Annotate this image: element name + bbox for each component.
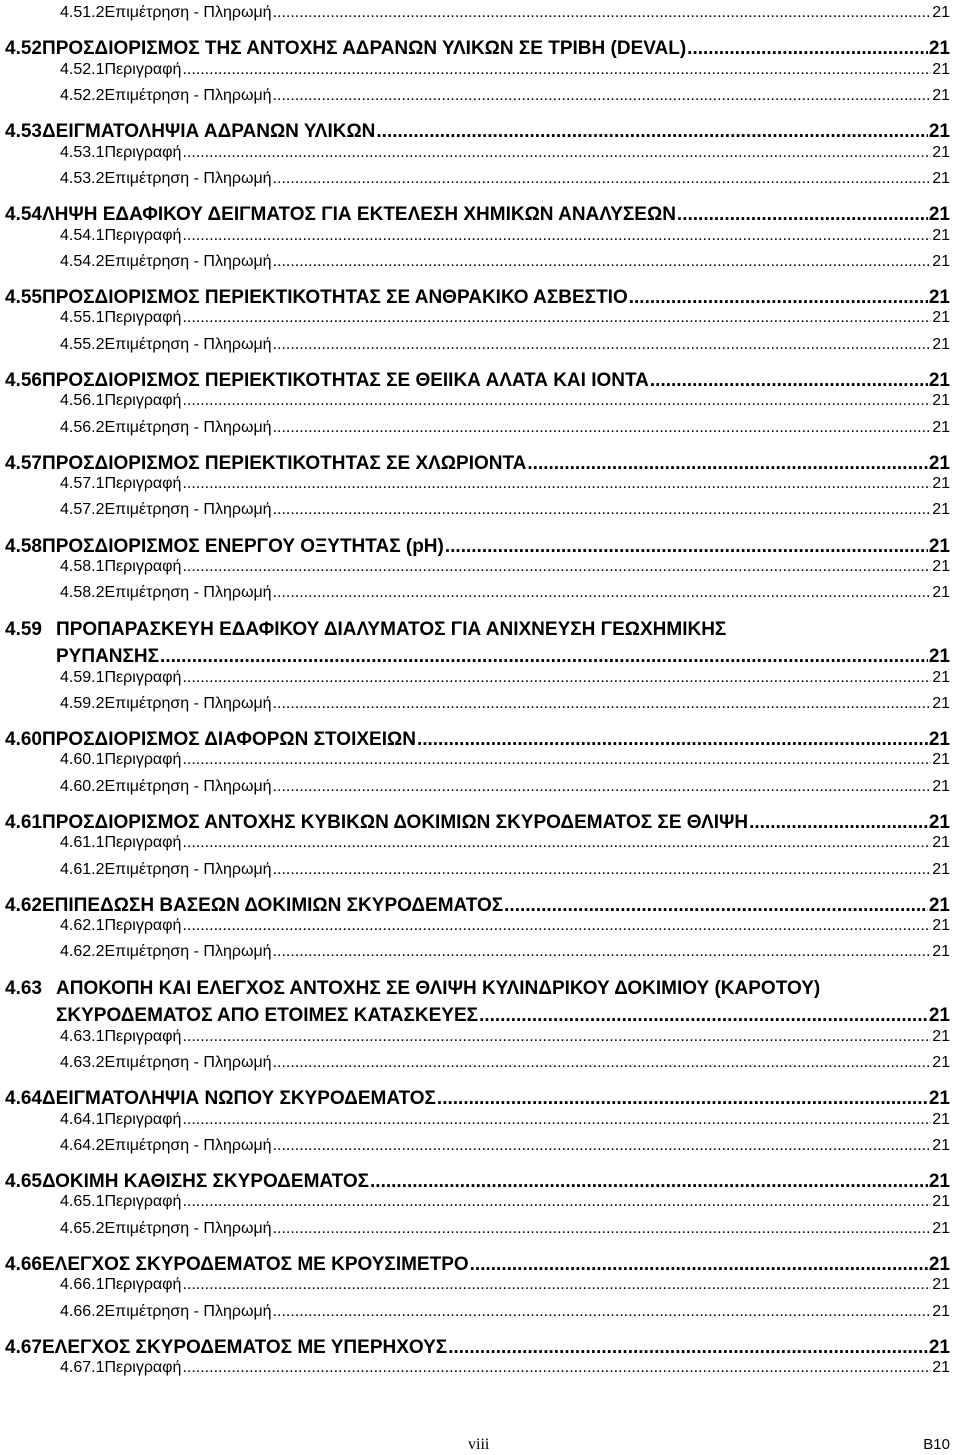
toc-heading-line: [5, 1171, 950, 1193]
toc-title: ΕΛΕΓΧΟΣ ΣΚΥΡΟΔΕΜΑΤΟΣ ΜΕ ΥΠΕΡΗΧΟΥΣ: [41, 1336, 448, 1358]
toc-number: 4.53: [5, 121, 42, 143]
toc-title: Περιγραφή: [104, 60, 182, 78]
toc-heading-line: [5, 1254, 950, 1276]
toc-number: 4.54.1: [60, 226, 105, 244]
toc-dot-leader: [182, 1359, 931, 1377]
toc-number: 4.57: [5, 452, 42, 474]
toc-number: 4.62.1: [60, 917, 105, 935]
toc-dot-leader: [437, 1088, 928, 1110]
toc-dot-leader: [273, 1054, 932, 1072]
toc-page-number: 21: [928, 1088, 950, 1109]
toc-dot-leader: [182, 392, 931, 410]
toc-subheading-line: [60, 1303, 950, 1321]
toc-page-number: 21: [932, 169, 950, 187]
toc-dot-leader: [273, 87, 932, 105]
toc-subheading-line: [60, 917, 950, 935]
toc-page-number: 21: [932, 1027, 950, 1045]
toc-number: 4.63: [5, 977, 42, 999]
toc-subheading-line: [60, 751, 950, 769]
toc-number: 4.65.1: [60, 1193, 105, 1211]
toc-page-number: 21: [932, 1053, 950, 1071]
toc-number: 4.61.1: [60, 834, 105, 852]
toc-number: 4.59.2: [60, 694, 105, 712]
toc-title: Περιγραφή: [104, 1359, 182, 1377]
toc-heading-line: [5, 619, 950, 641]
toc-subheading-line: [60, 501, 950, 519]
toc-number: 4.67: [5, 1336, 42, 1358]
toc-page-number: 21: [932, 917, 950, 935]
toc-page-number: 21: [932, 4, 950, 21]
toc-number: 4.64: [5, 1088, 42, 1109]
toc-dot-leader: [160, 646, 928, 668]
toc-subheading-line: [60, 1359, 950, 1377]
toc-title: Περιγραφή: [104, 226, 182, 244]
toc-page-number: 21: [932, 1219, 950, 1237]
toc-dot-leader: [182, 558, 931, 576]
toc-dot-leader: [504, 895, 928, 917]
toc-number: 4.59.1: [60, 668, 105, 686]
toc-page-number: 21: [932, 1359, 950, 1377]
toc-page-number: 21: [932, 252, 950, 270]
toc-page-number: 21: [928, 646, 950, 667]
toc-subheading-line: [60, 170, 950, 188]
toc-page-number: 21: [932, 309, 950, 327]
toc-subheading-line: [60, 1137, 950, 1155]
toc-dot-leader: [182, 751, 931, 769]
toc-dot-leader: [273, 1220, 932, 1238]
toc-dot-leader: [445, 536, 928, 558]
toc-number: 4.66.2: [60, 1302, 105, 1320]
toc-page-number: 21: [928, 535, 950, 557]
toc-heading-line: [5, 536, 950, 558]
toc-title: Περιγραφή: [104, 392, 182, 410]
toc-number: 4.58.1: [60, 558, 105, 576]
toc-number: 4.56.1: [60, 392, 105, 410]
toc-subheading-line: [60, 861, 950, 879]
toc-page-number: 21: [932, 751, 950, 769]
toc-dot-leader: [273, 253, 932, 271]
toc-subheading-line: [60, 475, 950, 493]
toc-subheading-line: [60, 1111, 950, 1129]
toc-subheading-line: [60, 1028, 950, 1046]
toc-title: ΠΡΟΣΔΙΟΡΙΣΜΟΣ ΕΝΕΡΓΟΥ ΟΞΥΤΗΤΑΣ (pH): [41, 535, 444, 557]
toc-number: 4.55.1: [60, 309, 105, 327]
toc-page-number: 21: [928, 1253, 950, 1275]
toc-heading-line: [5, 121, 950, 143]
toc-number: 4.61.2: [60, 860, 105, 878]
toc-dot-leader: [182, 144, 931, 162]
toc-title: Επιμέτρηση - Πληρωμή: [104, 169, 272, 187]
toc-page-number: 21: [932, 860, 950, 878]
toc-number: 4.63.2: [60, 1053, 105, 1071]
toc-heading-line: [5, 204, 950, 226]
toc-page-number: 21: [932, 694, 950, 712]
toc-title: Επιμέτρηση - Πληρωμή: [104, 1302, 272, 1320]
toc-heading-line: [5, 38, 950, 60]
toc-number: 4.63.1: [60, 1027, 105, 1045]
toc-title: ΕΛΕΓΧΟΣ ΣΚΥΡΟΔΕΜΑΤΟΣ ΜΕ ΚΡΟΥΣΙΜΕΤΡΟ: [41, 1253, 469, 1275]
toc-page-number: 21: [928, 811, 950, 833]
toc-dot-leader: [273, 336, 932, 354]
toc-number: 4.53.1: [60, 143, 105, 161]
toc-dot-leader: [629, 287, 928, 309]
toc-number: 4.57.2: [60, 501, 105, 519]
toc-title: ΠΡΟΣΔΙΟΡΙΣΜΟΣ ΑΝΤΟΧΗΣ ΚΥΒΙΚΩΝ ΔΟΚΙΜΙΩΝ ΣΚΥΡΟΔΕΜΑΤΟΣ ΣΕ ΘΛΙΨΗ: [41, 811, 749, 833]
toc-heading-line: [5, 895, 950, 917]
toc-page-number: 21: [928, 38, 950, 60]
toc-title: Επιμέτρηση - Πληρωμή: [104, 1219, 272, 1237]
toc-subheading-line: [60, 1193, 950, 1211]
toc-heading-line: [56, 646, 950, 668]
document-code: B10: [923, 1436, 950, 1453]
toc-heading-line: [5, 978, 950, 1000]
toc-title: Περιγραφή: [104, 143, 182, 161]
toc-number: 4.67.1: [60, 1359, 105, 1377]
toc-number: 4.51.2: [60, 4, 105, 21]
toc-subheading-line: [60, 558, 950, 576]
toc-number: 4.62.2: [60, 943, 105, 961]
toc-page-number: 21: [932, 226, 950, 244]
toc-subheading-line: [60, 1276, 950, 1294]
toc-number: 4.54.2: [60, 252, 105, 270]
toc-number: 4.56.2: [60, 418, 105, 436]
toc-number: 4.58: [5, 535, 42, 557]
toc-title: Επιμέτρηση - Πληρωμή: [104, 335, 272, 353]
toc-page-number: 21: [932, 501, 950, 519]
toc-dot-leader: [182, 917, 931, 935]
toc-page-number: 21: [932, 86, 950, 104]
toc-number: 4.55: [5, 286, 42, 308]
toc-subheading-line: [60, 943, 950, 961]
toc-number: 4.53.2: [60, 169, 105, 187]
toc-dot-leader: [448, 1337, 928, 1359]
toc-heading-line: [5, 1088, 950, 1110]
toc-title: ΠΡΟΠΑΡΑΣΚΕΥΗ ΕΔΑΦΙΚΟΥ ΔΙΑΛΥΜΑΤΟΣ ΓΙΑ ΑΝΙΧΝΕΥΣΗ ΓΕΩΧΗΜΙΚΗΣ: [56, 618, 727, 640]
toc-dot-leader: [273, 170, 932, 188]
toc-title: ΔΕΙΓΜΑΤΟΛΗΨΙΑ ΝΩΠΟΥ ΣΚΥΡΟΔΕΜΑΤΟΣ: [41, 1088, 436, 1109]
toc-subheading-line: [60, 61, 950, 79]
toc-title: Περιγραφή: [104, 1110, 182, 1128]
page-number: viii: [468, 1436, 490, 1453]
toc-dot-leader: [273, 695, 932, 713]
toc-page-number: 21: [932, 475, 950, 493]
toc-title: ΠΡΟΣΔΙΟΡΙΣΜΟΣ ΤΗΣ ΑΝΤΟΧΗΣ ΑΔΡΑΝΩΝ ΥΛΙΚΩΝ ΣΕ ΤΡΙΒΗ (DEVAL): [41, 38, 687, 60]
toc-subheading-line: [60, 419, 950, 437]
toc-page-number: 21: [932, 335, 950, 353]
toc-page-number: 21: [928, 286, 950, 308]
toc-dot-leader: [650, 370, 928, 392]
toc-number: 4.60: [5, 728, 42, 750]
toc-title: ΡΥΠΑΝΣΗΣ: [56, 646, 160, 667]
toc-title: ΠΡΟΣΔΙΟΡΙΣΜΟΣ ΔΙΑΦΟΡΩΝ ΣΤΟΙΧΕΙΩΝ: [41, 728, 416, 750]
toc-dot-leader: [749, 812, 928, 834]
toc-title: Περιγραφή: [104, 917, 182, 935]
toc-title: Επιμέτρηση - Πληρωμή: [104, 1136, 272, 1154]
toc-number: 4.60.1: [60, 751, 105, 769]
toc-page-number: 21: [932, 943, 950, 961]
toc-title: Επιμέτρηση - Πληρωμή: [104, 860, 272, 878]
toc-number: 4.56: [5, 369, 42, 391]
toc-number: 4.59: [5, 618, 42, 640]
toc-title: Περιγραφή: [104, 668, 182, 686]
toc-dot-leader: [370, 1171, 928, 1193]
toc-dot-leader: [182, 1028, 931, 1046]
toc-subheading-line: [60, 1054, 950, 1072]
toc-title: Επιμέτρηση - Πληρωμή: [104, 418, 272, 436]
toc-page-number: 21: [932, 1110, 950, 1128]
toc-page-number: 21: [928, 369, 950, 391]
toc-subheading-line: [60, 309, 950, 327]
toc-number: 4.64.1: [60, 1110, 105, 1128]
toc-page-number: 21: [928, 204, 950, 225]
toc-page-number: 21: [932, 558, 950, 576]
toc-title: Επιμέτρηση - Πληρωμή: [104, 943, 272, 961]
toc-number: 4.52.1: [60, 60, 105, 78]
toc-title: ΔΟΚΙΜΗ ΚΑΘΙΣΗΣ ΣΚΥΡΟΔΕΜΑΤΟΣ: [41, 1170, 370, 1192]
toc-page-number: 21: [932, 60, 950, 78]
toc-title: Επιμέτρηση - Πληρωμή: [104, 252, 272, 270]
toc-dot-leader: [273, 501, 932, 519]
toc-title: Περιγραφή: [104, 1276, 182, 1294]
toc-number: 4.65: [5, 1170, 42, 1192]
toc-title: Περιγραφή: [104, 558, 182, 576]
toc-number: 4.62: [5, 894, 42, 916]
toc-number: 4.55.2: [60, 335, 105, 353]
toc-number: 4.65.2: [60, 1219, 105, 1237]
toc-dot-leader: [376, 121, 927, 143]
toc-subheading-line: [60, 1220, 950, 1238]
toc-page-number: 21: [932, 1302, 950, 1320]
toc-dot-leader: [479, 1005, 928, 1027]
toc-dot-leader: [182, 227, 931, 245]
toc-number: 4.64.2: [60, 1136, 105, 1154]
toc-dot-leader: [470, 1254, 928, 1276]
toc-number: 4.57.1: [60, 475, 105, 493]
toc-title: Επιμέτρηση - Πληρωμή: [104, 777, 272, 795]
toc-dot-leader: [687, 38, 928, 60]
toc-title: ΠΡΟΣΔΙΟΡΙΣΜΟΣ ΠΕΡΙΕΚΤΙΚΟΤΗΤΑΣ ΣΕ ΘΕΙΙΚΑ ΑΛΑΤΑ ΚΑΙ ΙΟΝΤΑ: [41, 369, 649, 391]
toc-title: ΣΚΥΡΟΔΕΜΑΤΟΣ ΑΠΟ ΕΤΟΙΜΕΣ ΚΑΤΑΣΚΕΥΕΣ: [56, 1005, 479, 1027]
toc-dot-leader: [182, 669, 931, 687]
toc-subheading-line: [60, 227, 950, 245]
toc-subheading-line: [60, 584, 950, 602]
toc-title: ΛΗΨΗ ΕΔΑΦΙΚΟΥ ΔΕΙΓΜΑΤΟΣ ΓΙΑ ΕΚΤΕΛΕΣΗ ΧΗΜΙΚΩΝ ΑΝΑΛΥΣΕΩΝ: [41, 204, 676, 225]
toc-page-number: 21: [932, 143, 950, 161]
toc-title: Επιμέτρηση - Πληρωμή: [104, 694, 272, 712]
toc-subheading-line: [60, 778, 950, 796]
toc-page-number: 21: [928, 728, 950, 750]
toc-title: Περιγραφή: [104, 309, 182, 327]
toc-heading-line: [5, 729, 950, 751]
toc-number: 4.52.2: [60, 86, 105, 104]
toc-dot-leader: [182, 1193, 931, 1211]
toc-heading-line: [5, 287, 950, 309]
toc-page-number: 21: [932, 584, 950, 602]
toc-heading-line: [5, 1337, 950, 1359]
toc-subheading-line: [60, 253, 950, 271]
toc-dot-leader: [182, 61, 931, 79]
toc-number: 4.66: [5, 1253, 42, 1275]
toc-dot-leader: [182, 1276, 931, 1294]
toc-heading-line: [56, 1005, 950, 1027]
toc-title: Επιμέτρηση - Πληρωμή: [104, 584, 272, 602]
toc-title: Επιμέτρηση - Πληρωμή: [104, 4, 272, 21]
toc-page-number: 21: [932, 668, 950, 686]
toc-dot-leader: [182, 475, 931, 493]
toc-number: 4.61: [5, 811, 42, 833]
toc-subheading-line: [60, 392, 950, 410]
toc-page-number: 21: [928, 1005, 950, 1027]
toc-page-number: 21: [932, 834, 950, 852]
toc-dot-leader: [182, 1111, 931, 1129]
toc-heading-line: [5, 370, 950, 392]
toc-heading-line: [5, 453, 950, 475]
toc-number: 4.60.2: [60, 777, 105, 795]
toc-page-number: 21: [928, 121, 950, 143]
toc-title: Επιμέτρηση - Πληρωμή: [104, 1053, 272, 1071]
toc-dot-leader: [273, 419, 932, 437]
toc-title: Περιγραφή: [104, 1193, 182, 1211]
toc-subheading-line: [60, 834, 950, 852]
toc-title: ΔΕΙΓΜΑΤΟΛΗΨΙΑ ΑΔΡΑΝΩΝ ΥΛΙΚΩΝ: [41, 121, 376, 143]
toc-subheading-line: [60, 87, 950, 105]
toc-page-number: 21: [928, 1170, 950, 1192]
toc-subheading-line: [60, 336, 950, 354]
toc-dot-leader: [527, 453, 927, 475]
toc-number: 4.52: [5, 38, 42, 60]
toc-number: 4.54: [5, 204, 42, 225]
toc-subheading-line: [60, 144, 950, 162]
toc-dot-leader: [273, 861, 932, 879]
toc-title: ΠΡΟΣΔΙΟΡΙΣΜΟΣ ΠΕΡΙΕΚΤΙΚΟΤΗΤΑΣ ΣΕ ΑΝΘΡΑΚΙΚΟ ΑΣΒΕΣΤΙΟ: [41, 286, 628, 308]
toc-title: Επιμέτρηση - Πληρωμή: [104, 501, 272, 519]
toc-page-number: 21: [932, 1193, 950, 1211]
toc-subheading-line: [60, 669, 950, 687]
toc-title: ΑΠΟΚΟΠΗ ΚΑΙ ΕΛΕΓΧΟΣ ΑΝΤΟΧΗΣ ΣΕ ΘΛΙΨΗ ΚΥΛΙΝΔΡΙΚΟΥ ΔΟΚΙΜΙΟΥ (ΚΑΡΟΤΟΥ): [56, 977, 821, 999]
toc-title: ΠΡΟΣΔΙΟΡΙΣΜΟΣ ΠΕΡΙΕΚΤΙΚΟΤΗΤΑΣ ΣΕ ΧΛΩΡΙΟΝΤΑ: [41, 452, 527, 474]
toc-dot-leader: [273, 943, 932, 961]
toc-page-number: 21: [928, 1336, 950, 1358]
toc-page-number: 21: [932, 392, 950, 410]
toc-page-number: 21: [928, 452, 950, 474]
toc-page-number: 21: [932, 1136, 950, 1154]
toc-page-number: 21: [932, 1276, 950, 1294]
toc-page-number: 21: [932, 777, 950, 795]
toc-dot-leader: [417, 729, 928, 751]
toc-dot-leader: [273, 1137, 932, 1155]
toc-dot-leader: [273, 1303, 932, 1321]
toc-page-number: 21: [928, 894, 950, 916]
toc-dot-leader: [677, 204, 928, 226]
toc-subheading-line: [60, 4, 950, 22]
toc-page-number: 21: [932, 418, 950, 436]
toc-number: 4.66.1: [60, 1276, 105, 1294]
toc-title: Περιγραφή: [104, 834, 182, 852]
toc-dot-leader: [273, 4, 932, 22]
toc-title: ΕΠΙΠΕΔΩΣΗ ΒΑΣΕΩΝ ΔΟΚΙΜΙΩΝ ΣΚΥΡΟΔΕΜΑΤΟΣ: [41, 894, 504, 916]
toc-title: Περιγραφή: [104, 475, 182, 493]
toc-title: Επιμέτρηση - Πληρωμή: [104, 86, 272, 104]
toc-heading-line: [5, 812, 950, 834]
toc-title: Περιγραφή: [104, 1027, 182, 1045]
toc-title: Περιγραφή: [104, 751, 182, 769]
toc-dot-leader: [182, 834, 931, 852]
toc-dot-leader: [273, 584, 932, 602]
toc-dot-leader: [182, 309, 931, 327]
toc-subheading-line: [60, 695, 950, 713]
toc-number: 4.58.2: [60, 584, 105, 602]
toc-dot-leader: [273, 778, 932, 796]
